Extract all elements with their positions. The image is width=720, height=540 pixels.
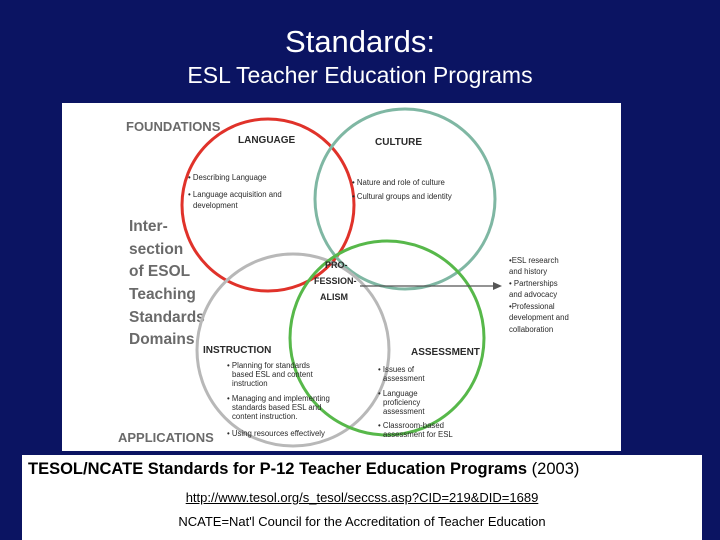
professionalism-line: FESSION- xyxy=(314,276,357,286)
professionalism-bullet: development and xyxy=(509,313,569,322)
caption-url-link[interactable]: http://www.tesol.org/s_tesol/seccss.asp?CID=219&DID=1689 xyxy=(185,490,539,505)
language-heading: LANGUAGE xyxy=(238,135,296,146)
professionalism-bullet: •Professional xyxy=(509,302,555,311)
professionalism-bullet: collaboration xyxy=(509,325,554,334)
culture-bullet: • Cultural groups and identity xyxy=(352,192,452,201)
instruction-bullets xyxy=(227,361,330,438)
professionalism-bullet: and advocacy xyxy=(509,290,558,299)
venn-diagram-panel xyxy=(62,103,621,451)
instruction-bullet: based ESL and content xyxy=(232,370,313,379)
assessment-bullet: assessment for ESL xyxy=(383,430,453,439)
assessment-bullet: • Language xyxy=(378,389,418,398)
language-bullet: development xyxy=(193,201,238,210)
side-line: of ESOL xyxy=(129,263,191,280)
slide-title: Standards: xyxy=(285,24,435,59)
instruction-bullet: instruction xyxy=(232,379,268,388)
instruction-bullet: • Planning for standards xyxy=(227,361,310,370)
foundations-label: FOUNDATIONS xyxy=(126,119,221,134)
applications-label: APPLICATIONS xyxy=(118,430,214,445)
venn-diagram xyxy=(62,103,621,451)
assessment-bullet: assessment xyxy=(383,407,425,416)
instruction-bullet: standards based ESL and xyxy=(232,403,322,412)
assessment-heading: ASSESSMENT xyxy=(411,347,480,358)
caption-title-bold: TESOL/NCATE Standards for P-12 Teacher Education Programs xyxy=(28,460,528,478)
caption-note: NCATE=Nat'l Council for the Accreditation of Teacher Education xyxy=(178,514,546,529)
side-line: section xyxy=(129,241,184,258)
professionalism-bullet: • Partnerships xyxy=(509,279,558,288)
instruction-bullet: content instruction. xyxy=(232,412,298,421)
professionalism-bullet: and history xyxy=(509,267,548,276)
side-line: Teaching xyxy=(129,286,196,303)
culture-heading: CULTURE xyxy=(375,137,423,148)
language-bullet: • Language acquisition and xyxy=(188,190,282,199)
assessment-bullets xyxy=(378,365,453,439)
instruction-heading: INSTRUCTION xyxy=(203,345,272,356)
side-line: Standards xyxy=(129,309,205,326)
professionalism-line: ALISM xyxy=(320,292,348,302)
slide-subtitle: ESL Teacher Education Programs xyxy=(187,62,533,88)
professionalism-bullets xyxy=(509,256,569,334)
assessment-bullet: assessment xyxy=(383,374,425,383)
caption-title xyxy=(28,460,708,479)
intersection-side-label xyxy=(129,218,205,348)
professionalism-line: PRO- xyxy=(325,260,348,270)
side-line: Inter- xyxy=(129,218,168,235)
assessment-bullet: • Classroom-based xyxy=(378,421,444,430)
assessment-bullet: • Issues of xyxy=(378,365,415,374)
instruction-bullet: • Managing and implementing xyxy=(227,394,330,403)
assessment-bullet: proficiency xyxy=(383,398,421,407)
instruction-bullet: • Using resources effectively xyxy=(227,429,325,438)
language-bullet: • Describing Language xyxy=(188,173,267,182)
caption-panel xyxy=(22,455,702,540)
arrow-head xyxy=(493,282,502,290)
caption-year: (2003) xyxy=(531,460,580,478)
professionalism-bullet: •ESL research xyxy=(509,256,559,265)
culture-bullet: • Nature and role of culture xyxy=(352,178,445,187)
side-line: Domains xyxy=(129,331,195,348)
